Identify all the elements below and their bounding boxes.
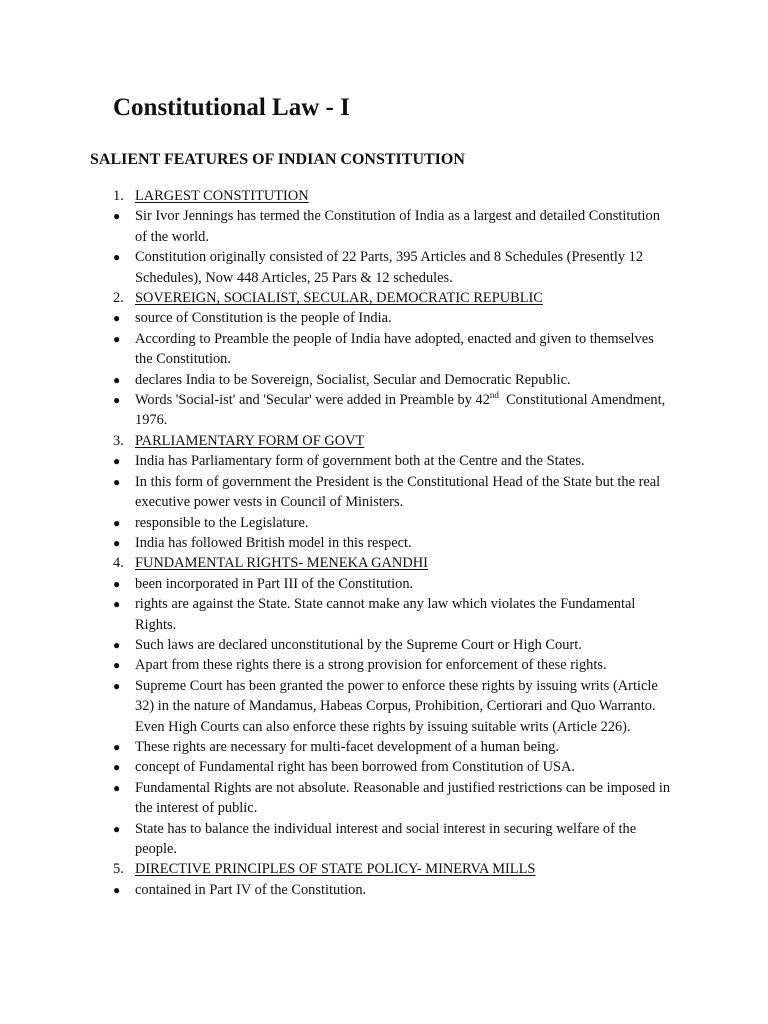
bullet-icon: ●: [113, 760, 121, 775]
numbered-heading: [113, 553, 673, 573]
bullet-icon: ●: [113, 780, 121, 795]
list-number: 4.: [113, 555, 124, 572]
bullet-icon: ●: [113, 637, 121, 652]
bullet-item: [113, 635, 673, 655]
bullet-item: [113, 308, 673, 328]
bullet-item: [113, 533, 673, 553]
document-title: Constitutional Law - I: [113, 94, 350, 121]
bullet-item: [113, 819, 673, 860]
bullet-text: been incorporated in Part III of the Constitution.: [135, 575, 414, 592]
section-heading: SALIENT FEATURES OF INDIAN CONSTITUTION: [90, 151, 465, 168]
ordinal-suffix: nd: [489, 390, 499, 401]
heading-text: FUNDAMENTAL RIGHTS- MENEKA GANDHI: [135, 555, 428, 572]
numbered-heading: [113, 186, 673, 206]
bullet-text: Sir Ivor Jennings has termed the Constitution of India as a largest and detailed Constitution of the world.: [135, 208, 660, 245]
list-number: 5.: [113, 861, 124, 878]
bullet-item: [113, 676, 673, 737]
bullet-item: [113, 594, 673, 635]
bullet-item: [113, 451, 673, 471]
bullet-icon: ●: [113, 882, 121, 897]
heading-text: DIRECTIVE PRINCIPLES OF STATE POLICY- MINERVA MILLS: [135, 861, 536, 878]
bullet-text: State has to balance the individual interest and social interest in securing welfare of the people.: [135, 820, 637, 857]
bullet-text: contained in Part IV of the Constitution.: [135, 881, 367, 898]
bullet-icon: ●: [113, 331, 121, 346]
bullet-text: India has followed British model in this respect.: [135, 534, 412, 551]
bullet-text: declares India to be Sovereign, Socialist, Secular and Democratic Republic.: [135, 371, 571, 388]
bullet-item: [113, 880, 673, 900]
bullet-text: Supreme Court has been granted the power to enforce these rights by issuing writs (Article 32) in the nature of Mandamus, Habeas Corpus, Prohibition, Certiorari and Quo Warranto. Even High Courts can also enforce these rights by issuing suitable writs (Article 226).: [135, 677, 658, 735]
bullet-item: [113, 778, 673, 819]
list-number: 3.: [113, 432, 124, 449]
bullet-text: rights are against the State. State cannot make any law which violates the Fundamental Rights.: [135, 596, 636, 633]
bullet-icon: ●: [113, 535, 121, 550]
bullet-icon: ●: [113, 658, 121, 673]
bullet-text: Words 'Social-ist' and 'Secular' were added in Preamble by 42: [135, 392, 490, 409]
bullet-icon: ●: [113, 678, 121, 693]
bullet-text: According to Preamble the people of India have adopted, enacted and given to themselves the Constitution.: [135, 330, 654, 368]
bullet-icon: ●: [113, 821, 121, 836]
bullet-text: Apart from these rights there is a strong provision for enforcement of these rights.: [135, 657, 607, 674]
list-number: 1.: [113, 188, 124, 204]
bullet-icon: ●: [113, 372, 121, 387]
bullet-item: [113, 737, 673, 757]
bullet-text: In this form of government the President is the Constitutional Head of the State but the real executive power vests in Council of Ministers.: [135, 473, 661, 511]
heading-text: LARGEST CONSTITUTION: [135, 188, 309, 204]
list-number: 2.: [113, 290, 124, 307]
bullet-text: Fundamental Rights are not absolute. Reasonable and justified restrictions can be imposed in the interest of public.: [135, 779, 671, 817]
bullet-item: [113, 472, 673, 513]
bullet-item: [113, 513, 673, 533]
bullet-icon: ●: [113, 474, 121, 489]
feature-list: [113, 186, 673, 900]
bullet-icon: ●: [113, 250, 121, 265]
bullet-text: source of Constitution is the people of India.: [135, 310, 392, 327]
bullet-icon: ●: [113, 209, 121, 224]
bullet-icon: ●: [113, 597, 121, 612]
bullet-icon: ●: [113, 576, 121, 591]
bullet-item: [113, 574, 673, 594]
bullet-item: [113, 329, 673, 370]
numbered-heading: [113, 859, 673, 879]
bullet-item: [113, 390, 673, 431]
bullet-item: [113, 247, 673, 288]
bullet-text: These rights are necessary for multi-facet development of a human being.: [135, 738, 559, 755]
bullet-icon: ●: [113, 515, 121, 530]
bullet-text: India has Parliamentary form of government both at the Centre and the States.: [135, 453, 585, 470]
bullet-icon: ●: [113, 454, 121, 469]
bullet-item: [113, 370, 673, 390]
bullet-item: [113, 757, 673, 777]
bullet-text: Constitution originally consisted of 22 Parts, 395 Articles and 8 Schedules (Presently 12 Schedules), Now 448 Articles, 25 Pars & 12 schedules.: [135, 249, 644, 286]
bullet-item: [113, 655, 673, 675]
heading-text: SOVEREIGN, SOCIALIST, SECULAR, DEMOCRATIC REPUBLIC: [135, 290, 543, 307]
numbered-heading: [113, 288, 673, 308]
bullet-icon: ●: [113, 311, 121, 326]
bullet-text: responsible to the Legislature.: [135, 514, 309, 531]
heading-text: PARLIAMENTARY FORM OF GOVT: [135, 432, 365, 449]
bullet-text: Such laws are declared unconstitutional by the Supreme Court or High Court.: [135, 636, 582, 653]
bullet-icon: ●: [113, 393, 121, 408]
bullet-text: concept of Fundamental right has been borrowed from Constitution of USA.: [135, 759, 576, 776]
bullet-icon: ●: [113, 739, 121, 754]
numbered-heading: [113, 431, 673, 451]
bullet-text-continued: Constitutional Amendment, 1976.: [135, 392, 669, 429]
bullet-item: [113, 206, 673, 247]
